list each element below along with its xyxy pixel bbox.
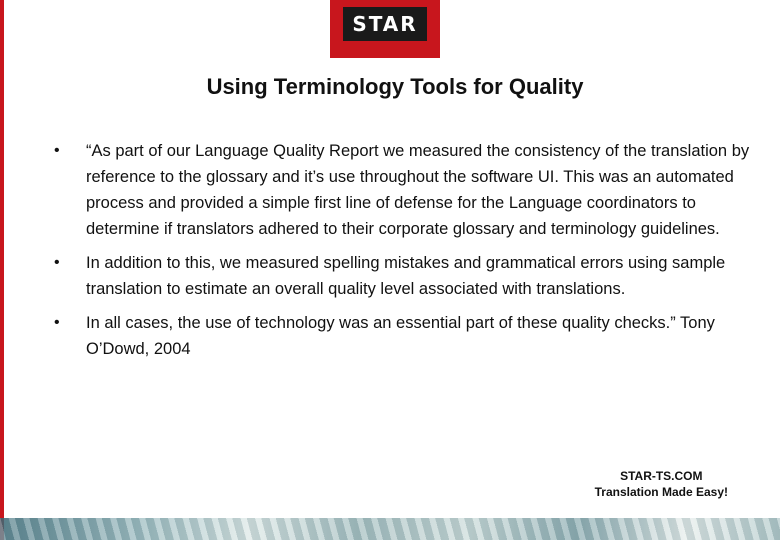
logo-plate <box>343 7 427 41</box>
bullet-item <box>52 310 752 362</box>
footer-brand <box>595 468 728 500</box>
bullet-text: “As part of our Language Quality Report we measured the consistency of the translation by reference to the glossary and it’s use throughout the software UI. This was an automated process and provided a simple first line of defense for the Language coordinators to determine if translators adhered to their corporate glossary and terminology guidelines. <box>86 142 750 238</box>
footer-tagline: Translation Made Easy! <box>594 485 728 499</box>
logo-text: STAR <box>352 12 418 36</box>
bullet-text: In all cases, the use of technology was an essential part of these quality checks.” Tony O’Dowd, 2004 <box>86 314 715 358</box>
bullet-dot-icon: • <box>54 254 60 271</box>
bullet-dot-icon: • <box>54 314 60 331</box>
decorative-bottom-strip <box>0 518 780 540</box>
bullet-text: In addition to this, we measured spelling mistakes and grammatical errors using sample translation to estimate an overall quality level associated with translations. <box>86 254 726 298</box>
slide-title: Using Terminology Tools for Quality <box>206 74 584 99</box>
bullet-dot-icon: • <box>54 142 60 159</box>
star-logo <box>330 0 440 58</box>
bullet-list <box>52 138 752 370</box>
bullet-item <box>52 138 752 242</box>
footer-site: STAR-TS.COM <box>620 469 703 483</box>
bullet-item <box>52 250 752 302</box>
